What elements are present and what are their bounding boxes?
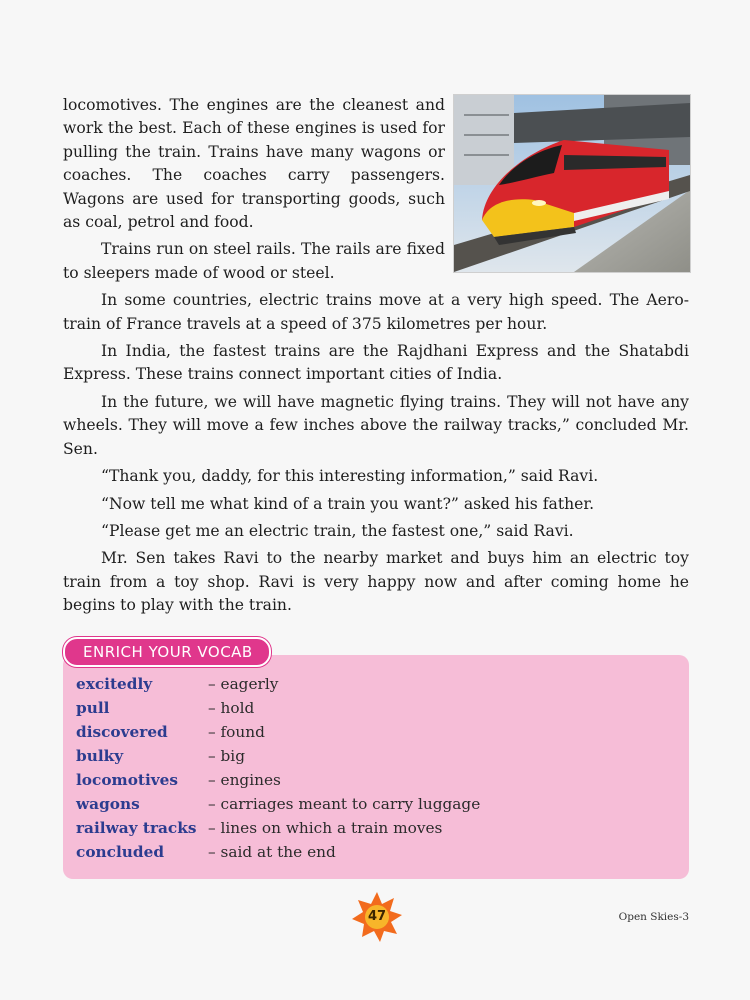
vocab-meaning: – lines on which a train moves [208, 819, 443, 837]
vocab-meaning: – said at the end [208, 843, 336, 861]
vocab-meaning: – big [208, 747, 245, 765]
vocab-word: bulky [76, 747, 124, 765]
vocab-row [76, 840, 676, 864]
vocab-row [76, 768, 676, 792]
vocab-list [76, 672, 676, 864]
book-title-footer: Open Skies-3 [618, 911, 689, 923]
paragraph-request: “Please get me an electric train, the fastest one,” said Ravi. [101, 521, 574, 540]
vocab-row [76, 672, 676, 696]
page-number-badge [350, 890, 404, 944]
vocab-row [76, 720, 676, 744]
vocab-word: discovered [76, 723, 168, 741]
paragraph-india-trains: In India, the fastest trains are the Rajdhani Express and the Shatabdi Express. These trains connect important cities of India. [63, 342, 689, 384]
vocab-heading: ENRICH YOUR VOCAB [63, 637, 271, 667]
vocab-word: concluded [76, 843, 165, 861]
vocab-word: excitedly [76, 675, 153, 693]
vocab-row [76, 696, 676, 720]
paragraph-thank-you: “Thank you, daddy, for this interesting information,” said Ravi. [101, 467, 599, 486]
train-photo [453, 94, 691, 273]
vocab-row [76, 744, 676, 768]
vocab-word: wagons [76, 795, 140, 813]
vocab-meaning: – eagerly [208, 675, 279, 693]
paragraph-question: “Now tell me what kind of a train you want?” asked his father. [101, 494, 595, 513]
vocab-row [76, 792, 676, 816]
vocab-meaning: – carriages meant to carry luggage [208, 795, 481, 813]
vocab-meaning: – hold [208, 699, 255, 717]
vocab-word: pull [76, 699, 110, 717]
vocab-meaning: – engines [208, 771, 281, 789]
paragraph-rails: Trains run on steel rails. The rails are fixed to sleepers made of wood or steel. [63, 240, 445, 282]
vocab-word: locomotives [76, 771, 179, 789]
paragraph-future-trains: In the future, we will have magnetic flying trains. They will not have any wheels. They will move a few inches above the railway tracks,” concluded Mr. Sen. [63, 392, 689, 458]
vocab-meaning: – found [208, 723, 265, 741]
page-number: 47 [367, 909, 387, 924]
paragraph-conclusion: Mr. Sen takes Ravi to the nearby market and buys him an electric toy train from a toy shop. Ravi is very happy now and after coming home he begins to play with the train. [63, 549, 689, 615]
vocab-row [76, 816, 676, 840]
vocab-word: railway tracks [76, 819, 197, 837]
paragraph-electric-trains: In some countries, electric trains move at a very high speed. The Aero-train of France travels at a speed of 375 kilometres per hour. [63, 291, 689, 333]
paragraph-locomotives: locomotives. The engines are the cleanest and work the best. Each of these engines is used for pulling the train. Trains have many wagons or coaches. The coaches carry passengers. Wagons are used for transporting goods, such as coal, petrol and food. [63, 96, 445, 232]
